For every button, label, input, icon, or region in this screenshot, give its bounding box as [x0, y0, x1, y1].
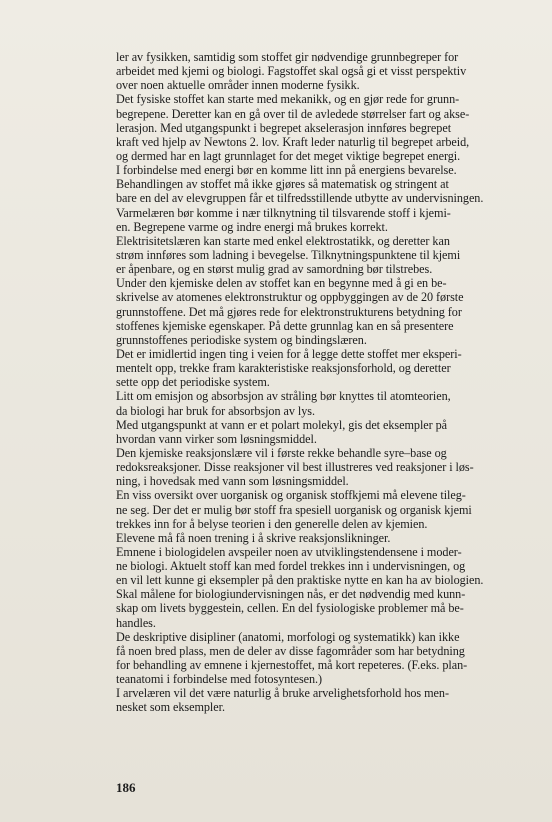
text-line: er åpenbare, og en størst mulig grad av samordning bør tilstrebes. — [116, 262, 433, 277]
text-line: skrivelse av atomenes elektronstruktur og oppbyggingen av de 20 første — [116, 290, 464, 305]
text-line: De deskriptive disipliner (anatomi, morfologi og systematikk) kan ikke — [116, 629, 460, 644]
text-line: bare en del av elevgruppen får et tilfredsstillende utbytte av undervisningen. — [116, 191, 484, 206]
text-line: kraft ved hjelp av Newtons 2. lov. Kraft leder naturlig til begrepet arbeid, — [116, 134, 470, 149]
text-line: skap om livets byggestein, cellen. En del fysiologiske problemer må be- — [116, 601, 464, 616]
text-line: Under den kjemiske delen av stoffet kan en begynne med å gi en be- — [116, 276, 447, 291]
text-line: Behandlingen av stoffet må ikke gjøres så matematisk og stringent at — [116, 177, 449, 192]
text-line: arbeidet med kjemi og biologi. Fagstoffet skal også gi et visst perspektiv — [116, 64, 467, 79]
text-line: Det fysiske stoffet kan starte med mekanikk, og en gjør rede for grunn- — [116, 92, 460, 107]
text-line: trekkes inn for å belyse teorien i den generelle delen av kjemien. — [116, 516, 428, 531]
text-line: ne seg. Der det er mulig bør stoff fra spesiell uorganisk og organisk kjemi — [116, 502, 472, 517]
text-line: I arvelæren vil det være naturlig å bruke arvelighetsforhold hos men- — [116, 686, 449, 701]
text-line: ne biologi. Aktuelt stoff kan med fordel trekkes inn i undervisningen, og — [116, 559, 466, 574]
text-line: I forbindelse med energi bør en komme litt inn på energiens bevarelse. — [116, 163, 457, 178]
text-line: Litt om emisjon og absorbsjon av stråling bør knyttes til atomteorien, — [116, 389, 451, 404]
text-line: en vil lett kunne gi eksempler på den praktiske nytte en kan ha av biologien. — [116, 573, 484, 588]
text-line: grunnstoffene. Det må gjøres rede for elektronstrukturens betydning for — [116, 304, 462, 319]
text-line: Varmelæren bør komme i nær tilknytning til tilsvarende stoff i kjemi- — [116, 205, 451, 220]
text-line: for behandling av emnene i kjernestoffet, må kort repeteres. (F.eks. plan- — [116, 658, 468, 673]
text-line: handles. — [116, 615, 156, 630]
text-line: og dermed har en lagt grunnlaget for det meget viktige begrepet energi. — [116, 148, 461, 163]
text-line: En viss oversikt over uorganisk og organisk stoffkjemi må elevene tileg- — [116, 488, 466, 503]
text-line: strøm innføres som ladning i bevegelse. Tilknytningspunktene til kjemi — [116, 247, 461, 262]
text-line: hvordan vann virker som løsningsmiddel. — [116, 431, 317, 446]
page-number: 186 — [116, 780, 136, 795]
text-line: teanatomi i forbindelse med fotosyntesen.) — [116, 672, 323, 687]
text-line: ler av fysikken, samtidig som stoffet gir nødvendige grunnbegreper for — [116, 50, 459, 64]
text-line: lerasjon. Med utgangspunkt i begrepet akselerasjon innføres begrepet — [116, 120, 452, 135]
body-text — [116, 50, 539, 715]
text-line: grunnstoffenes periodiske system og bindingslæren. — [116, 332, 367, 347]
text-line: mentelt opp, trekke fram karakteristiske reaksjonsforhold, og deretter — [116, 361, 451, 376]
text-line: begrepene. Deretter kan en gå over til de avledede størrelser fart og akse- — [116, 106, 470, 121]
text-line: Elektrisitetslæren kan starte med enkel elektrostatikk, og deretter kan — [116, 233, 450, 248]
text-line: Emnene i biologidelen avspeiler noen av utviklingstendensene i moder- — [116, 544, 462, 559]
text-line: Den kjemiske reaksjonslære vil i første rekke behandle syre–base og — [116, 445, 447, 460]
text-line: Elevene må få noen trening i å skrive reaksjonslikninger. — [116, 530, 391, 545]
text-line: da biologi har bruk for absorbsjon av lys. — [116, 403, 315, 418]
text-line: ning, i hovedsak med vann som løsningsmiddel. — [116, 474, 349, 489]
text-line: over noen aktuelle områder innen moderne fysikk. — [116, 78, 360, 93]
text-line: nesket som eksempler. — [116, 700, 225, 715]
text-line: få noen bred plass, men de deler av disse fagområder som har betydning — [116, 643, 465, 658]
text-line: redoksreaksjoner. Disse reaksjoner vil best illustreres ved reaksjoner i løs- — [116, 460, 474, 475]
text-line: stoffenes kjemiske egenskaper. På dette grunnlag kan en så presentere — [116, 318, 454, 333]
text-line: en. Begrepene varme og indre energi må brukes korrekt. — [116, 219, 388, 234]
text-line: Det er imidlertid ingen ting i veien for å legge dette stoffet mer eksperi- — [116, 346, 462, 361]
text-line: sette opp det periodiske system. — [116, 375, 270, 390]
text-line: Med utgangspunkt at vann er et polart molekyl, gis det eksempler på — [116, 417, 448, 432]
text-line: Skal målene for biologiundervisningen nås, er det nødvendig med kunn- — [116, 587, 466, 602]
